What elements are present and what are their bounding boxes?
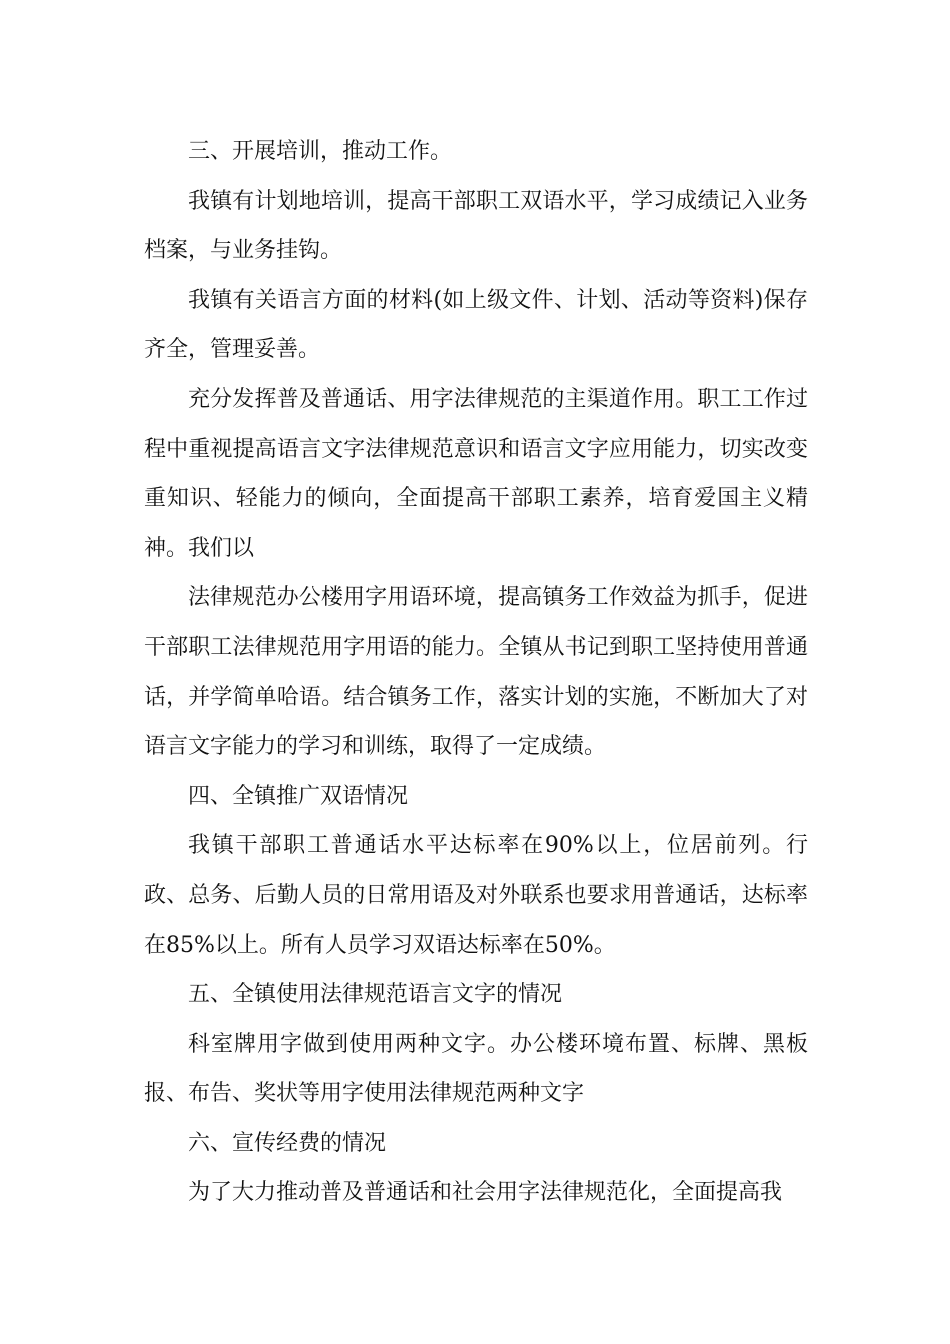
- section-heading-5: 五、全镇使用法律规范语言文字的情况: [188, 982, 563, 1008]
- paragraph-training-plan: 我镇有计划地培训，提高干部职工双语水平，学习成绩记入业务档案，与业务挂钩。: [144, 188, 808, 264]
- paragraph-office-environment: 法律规范办公楼用字用语环境，提高镇务工作效益为抓手，促进干部职工法律规范用字用语的能力。全镇从书记到职工坚持使用普通话，并学简单哈语。结合镇务工作，落实计划的实施，不断加大了对语言文字能力的学习和训练，取得了一定成绩。: [144, 585, 808, 760]
- paragraph-standard-rate: 我镇干部职工普通话水平达标率在90%以上，位居前列。行政、总务、后勤人员的日常用语及对外联系也要求用普通话，达标率在85%以上。所有人员学习双语达标率在50%。: [144, 833, 808, 958]
- paragraph-signage: 科室牌用字做到使用两种文字。办公楼环境布置、标牌、黑板报、布告、奖状等用字使用法律规范两种文字: [144, 1031, 808, 1107]
- section-heading-4: 四、全镇推广双语情况: [188, 783, 409, 809]
- paragraph-materials: 我镇有关语言方面的材料(如上级文件、计划、活动等资料)保存齐全，管理妥善。: [144, 287, 808, 363]
- paragraph-main-channel: 充分发挥普及普通话、用字法律规范的主渠道作用。职工工作过程中重视提高语言文字法律规范意识和语言文字应用能力，切实改变重知识、轻能力的倾向，全面提高干部职工素养，培育爱国主义精神。我们以: [144, 386, 808, 561]
- section-heading-6: 六、宣传经费的情况: [188, 1130, 387, 1156]
- paragraph-funding: 为了大力推动普及普通话和社会用字法律规范化，全面提高我: [188, 1180, 783, 1206]
- document-body: [144, 127, 808, 1218]
- section-heading-3: 三、开展培训，推动工作。: [188, 139, 453, 164]
